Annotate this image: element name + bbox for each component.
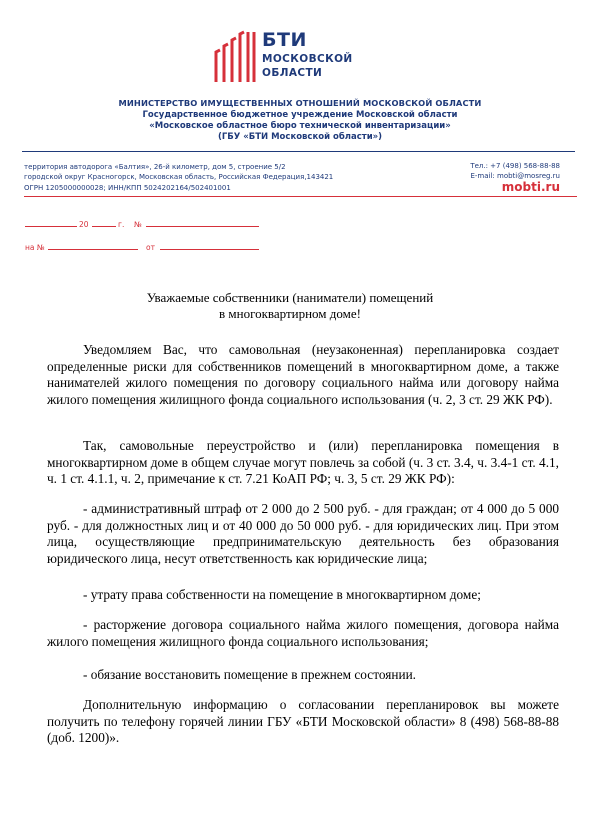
institution-name-line3: (ГБУ «БТИ Московской области») <box>217 132 383 142</box>
year-prefix: 20 <box>79 220 89 229</box>
address-line2: городской округ Красногорск, Московская область, Российская Федерация,143421 <box>24 173 334 181</box>
registration-numbers: ОГРН 1205000000028; ИНН/КПП 5024202164/502401001 <box>24 184 231 192</box>
paragraph-ownership: - утрату права собственности на помещение в многоквартирном доме; <box>83 587 481 602</box>
on-number-line <box>48 249 138 250</box>
email-address: E-mail: mobti@mosreg.ru <box>470 172 560 180</box>
paragraph-fine: - административный штраф от 2 000 до 2 500 руб. - для граждан; от 4 000 до 5 000 руб. - для должностных лиц и от 40 000 до 50 000 руб. - для юридических лиц. При этом лица, осуществляющие предпринимательскую деятельность без образования юридического лица, несут ответственность как юридические лица; <box>47 501 559 566</box>
number-mark: № <box>134 220 142 229</box>
institution-name-line1: Государственное бюджетное учреждение Московской области <box>142 110 458 120</box>
logo-subtitle-line2: ОБЛАСТИ <box>262 67 323 79</box>
year-suffix: г. <box>118 220 125 229</box>
number-line <box>146 226 259 227</box>
on-number-label: на № <box>25 243 45 252</box>
paragraph-termination: - расторжение договора социального найма жилого помещения, договора найма жилого помещения жилищного фонда социального использования; <box>47 617 559 649</box>
logo-title: БТИ <box>262 29 307 51</box>
greeting-line2: в многоквартирном доме! <box>219 306 361 321</box>
paragraph-contact: Дополнительную информацию о согласовании перепланировок вы можете получить по телефону горячей линии ГБУ «БТИ Московской области» 8 (498) 568-88-88 (доб. 1200)». <box>47 697 559 745</box>
phone-number: Тел.: +7 (498) 568-88-88 <box>470 162 560 170</box>
logo-subtitle-line1: МОСКОВСКОЙ <box>262 53 353 65</box>
bti-logo <box>210 30 375 82</box>
header-bottom-rule <box>24 196 577 197</box>
year-line <box>92 226 116 227</box>
header-divider <box>22 151 575 152</box>
institution-name-line2: «Московское областное бюро технической инвентаризации» <box>149 121 451 131</box>
ministry-name: МИНИСТЕРСТВО ИМУЩЕСТВЕННЫХ ОТНОШЕНИЙ МОСКОВСКОЙ ОБЛАСТИ <box>118 98 482 108</box>
address-line1: территория автодорога «Балтия», 26-й километр, дом 5, строение 5/2 <box>24 163 286 171</box>
website-link[interactable]: mobti.ru <box>501 180 560 194</box>
from-label: от <box>146 243 155 252</box>
bti-logo-icon <box>210 30 258 82</box>
date-line <box>25 226 77 227</box>
from-line <box>160 249 259 250</box>
paragraph-intro: Уведомляем Вас, что самовольная (неузаконенная) перепланировка создает определенные риски для собственников помещений в многоквартирном доме, а также нанимателей жилого помещения по договору социального найма или договору найма жилого помещения жилищного фонда социального использования (ч. 2, 3 ст. 29 ЖК РФ). <box>47 342 559 407</box>
paragraph-consequences: Так, самовольные переустройство и (или) перепланировка помещения в многоквартирном доме в общем случае могут повлечь за собой (ч. 3 ст. 3.4, ч. 3.4-1 ст. 4.1, ч. 1 ст. 4.1.1, ч. 2, примечание к ст. 7.21 КоАП РФ; ч. 3, 5 ст. 29 ЖК РФ): <box>47 438 559 486</box>
greeting-line1: Уважаемые собственники (наниматели) помещений <box>146 290 434 305</box>
paragraph-restore: - обязание восстановить помещение в прежнем состоянии. <box>83 667 417 682</box>
